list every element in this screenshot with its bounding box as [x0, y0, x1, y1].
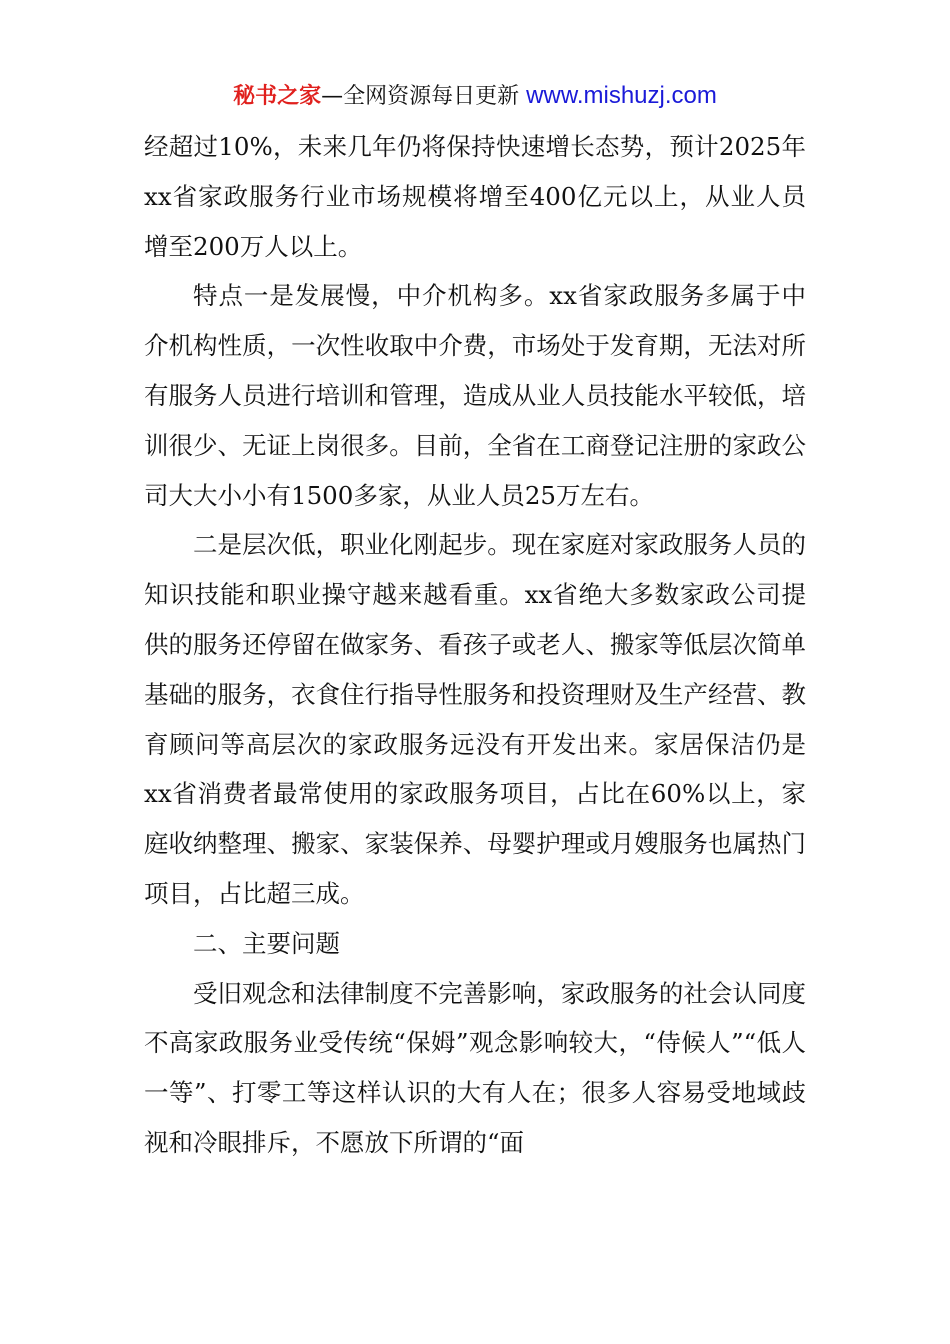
section-heading-main-problems: 二、主要问题 [193, 928, 340, 958]
site-brand: 秘书之家 [233, 84, 322, 109]
site-header [0, 80, 950, 113]
paragraph-problem-one: 受旧观念和法律制度不完善影响，家政服务的社会认同度不高家政服务业受传统“保姆”观念影响较大，“侍候人”“低人一等”、打零工等这样认识的大有人在；很多人容易受地域歧视和冷眼排斥，不愿放下所谓的“面 [144, 978, 806, 1157]
paragraph-feature-one: 特点一是发展慢，中介机构多。xx省家政服务多属于中介机构性质，一次性收取中介费，市场处于发育期，无法对所有服务人员进行培训和管理，造成从业人员技能水平较低，培训很少、无证上岗很多。目前，全省在工商登记注册的家政公司大大小小有1500多家，从业人员25万左右。 [144, 281, 806, 510]
site-url-link[interactable]: www.mishuzj.com [526, 82, 717, 109]
paragraph-feature-two: 二是层次低，职业化刚起步。现在家庭对家政服务人员的知识技能和职业操守越来越看重。xx省绝大多数家政公司提供的服务还停留在做家务、看孩子或老人、搬家等低层次简单基础的服务，衣食住行指导性服务和投资理财及生产经营、教育顾问等高层次的家政服务远没有开发出来。家居保洁仍是xx省消费者最常使用的家政服务项目，占比在60%以上，家庭收纳整理、搬家、家装保养、母婴护理或月嫂服务也属热门项目，占比超三成。 [144, 530, 806, 908]
paragraph-continuation: 经超过10%，未来几年仍将保持快速增长态势，预计2025年xx省家政服务行业市场规模将增至400亿元以上，从业人员增至200万人以上。 [144, 132, 806, 261]
document-body [144, 122, 806, 1168]
site-tagline: —全网资源每日更新 [321, 84, 520, 109]
